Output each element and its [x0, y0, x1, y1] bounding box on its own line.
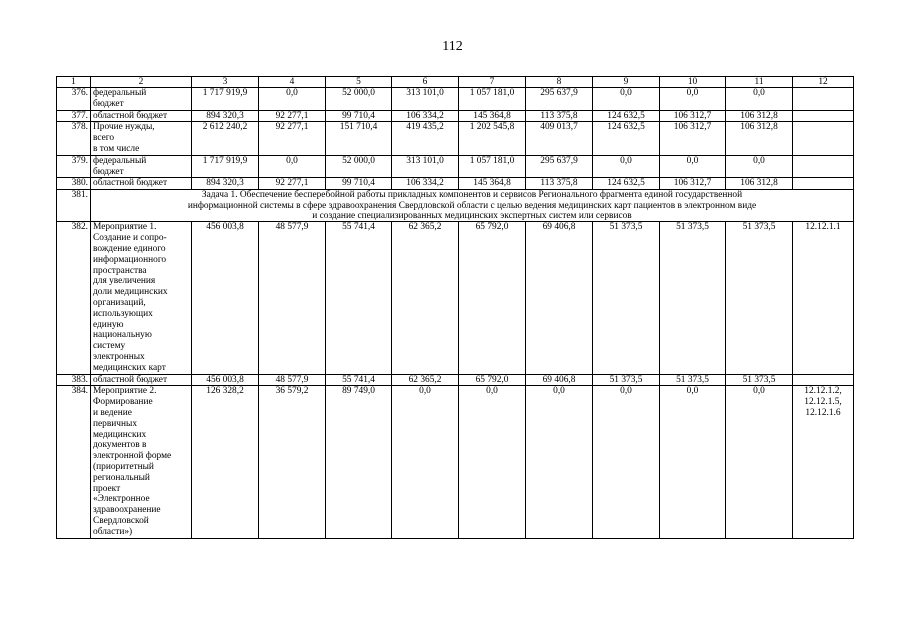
row-name: Мероприятие 2. Формирование и ведение первичных медицинских документов в электронной форме (приоритетный региональный проект «Электронное здравоохранение Свердловской области») [91, 386, 192, 538]
row-name: Прочие нужды, всего в том числе [91, 122, 192, 155]
value-cell-col-11: 106 312,8 [726, 122, 793, 155]
table-row [57, 155, 854, 178]
row-number: 378. [57, 122, 91, 155]
value-cell-col-3: 456 003,8 [192, 374, 259, 386]
column-header-9: 9 [593, 77, 660, 88]
value-cell-col-9: 124 632,5 [593, 122, 660, 155]
row-number: 380. [57, 178, 91, 190]
value-cell-col-10: 106 312,7 [660, 178, 726, 190]
column-header-8: 8 [526, 77, 593, 88]
value-cell-col-7: 1 057 181,0 [459, 155, 526, 178]
value-cell-col-9: 124 632,5 [593, 178, 660, 190]
value-cell-col-4: 92 277,1 [259, 178, 326, 190]
value-cell-col-5: 151 710,4 [326, 122, 392, 155]
column-header-11: 11 [726, 77, 793, 88]
value-cell-col-7: 65 792,0 [459, 374, 526, 386]
row-name: федеральный бюджет [91, 88, 192, 111]
value-cell-col-9: 0,0 [593, 155, 660, 178]
value-cell-col-10: 51 373,5 [660, 222, 726, 374]
target-code: 12.12.1.2, 12.12.1.5, 12.12.1.6 [793, 386, 854, 538]
value-cell-col-6: 62 365,2 [392, 222, 459, 374]
task-row [57, 190, 854, 222]
value-cell-col-8: 409 013,7 [526, 122, 593, 155]
table-row [57, 88, 854, 111]
value-cell-col-11: 0,0 [726, 386, 793, 538]
value-cell-col-7: 145 364,8 [459, 178, 526, 190]
value-cell-col-8: 0,0 [526, 386, 593, 538]
value-cell-col-3: 126 328,2 [192, 386, 259, 538]
row-name: областной бюджет [91, 374, 192, 386]
value-cell-col-6: 313 101,0 [392, 88, 459, 111]
value-cell-col-5: 52 000,0 [326, 88, 392, 111]
value-cell-col-11: 0,0 [726, 155, 793, 178]
table-row [57, 122, 854, 155]
value-cell-col-8: 113 375,8 [526, 178, 593, 190]
row-name: Мероприятие 1. Создание и сопро- вождение единого информационного пространства для увеличения доли медицинских организаций, использующих единую национальную систему электронных медицинских карт [91, 222, 192, 374]
value-cell-col-9: 0,0 [593, 88, 660, 111]
value-cell-col-4: 0,0 [259, 88, 326, 111]
row-number: 384. [57, 386, 91, 538]
value-cell-col-4: 92 277,1 [259, 122, 326, 155]
value-cell-col-3: 456 003,8 [192, 222, 259, 374]
value-cell-col-10: 0,0 [660, 155, 726, 178]
value-cell-col-8: 113 375,8 [526, 110, 593, 122]
value-cell-col-5: 55 741,4 [326, 374, 392, 386]
budget-table [56, 76, 854, 539]
target-code [793, 122, 854, 155]
value-cell-col-4: 48 577,9 [259, 374, 326, 386]
value-cell-col-9: 51 373,5 [593, 374, 660, 386]
value-cell-col-4: 48 577,9 [259, 222, 326, 374]
value-cell-col-7: 0,0 [459, 386, 526, 538]
row-name: областной бюджет [91, 178, 192, 190]
value-cell-col-4: 92 277,1 [259, 110, 326, 122]
value-cell-col-11: 106 312,8 [726, 110, 793, 122]
page-number: 112 [442, 39, 463, 54]
table-row [57, 386, 854, 538]
value-cell-col-11: 51 373,5 [726, 222, 793, 374]
value-cell-col-11: 0,0 [726, 88, 793, 111]
value-cell-col-9: 124 632,5 [593, 110, 660, 122]
column-header-2: 2 [91, 77, 192, 88]
table-header-row [57, 77, 854, 88]
value-cell-col-10: 0,0 [660, 386, 726, 538]
value-cell-col-6: 106 334,2 [392, 178, 459, 190]
value-cell-col-7: 145 364,8 [459, 110, 526, 122]
value-cell-col-8: 69 406,8 [526, 222, 593, 374]
value-cell-col-3: 894 320,3 [192, 110, 259, 122]
row-number: 379. [57, 155, 91, 178]
column-header-3: 3 [192, 77, 259, 88]
row-number: 382. [57, 222, 91, 374]
column-header-12: 12 [793, 77, 854, 88]
table-row [57, 178, 854, 190]
target-code: 12.12.1.1 [793, 222, 854, 374]
column-header-10: 10 [660, 77, 726, 88]
value-cell-col-10: 0,0 [660, 88, 726, 111]
table-row [57, 110, 854, 122]
column-header-7: 7 [459, 77, 526, 88]
value-cell-col-5: 99 710,4 [326, 178, 392, 190]
value-cell-col-7: 65 792,0 [459, 222, 526, 374]
target-code [793, 178, 854, 190]
target-code [793, 155, 854, 178]
value-cell-col-10: 106 312,7 [660, 122, 726, 155]
value-cell-col-8: 69 406,8 [526, 374, 593, 386]
column-header-6: 6 [392, 77, 459, 88]
value-cell-col-10: 51 373,5 [660, 374, 726, 386]
column-header-4: 4 [259, 77, 326, 88]
value-cell-col-8: 295 637,9 [526, 88, 593, 111]
value-cell-col-7: 1 057 181,0 [459, 88, 526, 111]
target-code [793, 110, 854, 122]
value-cell-col-5: 52 000,0 [326, 155, 392, 178]
row-number: 376. [57, 88, 91, 111]
value-cell-col-7: 1 202 545,8 [459, 122, 526, 155]
table-row [57, 374, 854, 386]
value-cell-col-9: 51 373,5 [593, 222, 660, 374]
column-header-5: 5 [326, 77, 392, 88]
value-cell-col-5: 55 741,4 [326, 222, 392, 374]
value-cell-col-5: 89 749,0 [326, 386, 392, 538]
table-row [57, 222, 854, 374]
target-code [793, 374, 854, 386]
task-description: Задача 1. Обеспечение бесперебойной работы прикладных компонентов и сервисов Регионального фрагмента единой государственной информационной системы в сфере здравоохранения Свердловской области с целью ведения медицинских карт пациентов в электронном виде и создание специализированных медицинских экспертных систем или сервисов [91, 190, 854, 222]
value-cell-col-6: 62 365,2 [392, 374, 459, 386]
value-cell-col-3: 2 612 240,2 [192, 122, 259, 155]
value-cell-col-6: 106 334,2 [392, 110, 459, 122]
value-cell-col-10: 106 312,7 [660, 110, 726, 122]
target-code [793, 88, 854, 111]
value-cell-col-5: 99 710,4 [326, 110, 392, 122]
value-cell-col-6: 419 435,2 [392, 122, 459, 155]
column-header-1: 1 [57, 77, 91, 88]
row-name: федеральный бюджет [91, 155, 192, 178]
value-cell-col-4: 36 579,2 [259, 386, 326, 538]
value-cell-col-4: 0,0 [259, 155, 326, 178]
row-number: 383. [57, 374, 91, 386]
value-cell-col-6: 313 101,0 [392, 155, 459, 178]
value-cell-col-11: 106 312,8 [726, 178, 793, 190]
row-number: 381. [57, 190, 91, 222]
value-cell-col-3: 894 320,3 [192, 178, 259, 190]
value-cell-col-3: 1 717 919,9 [192, 88, 259, 111]
value-cell-col-9: 0,0 [593, 386, 660, 538]
value-cell-col-6: 0,0 [392, 386, 459, 538]
value-cell-col-11: 51 373,5 [726, 374, 793, 386]
row-number: 377. [57, 110, 91, 122]
value-cell-col-3: 1 717 919,9 [192, 155, 259, 178]
row-name: областной бюджет [91, 110, 192, 122]
value-cell-col-8: 295 637,9 [526, 155, 593, 178]
